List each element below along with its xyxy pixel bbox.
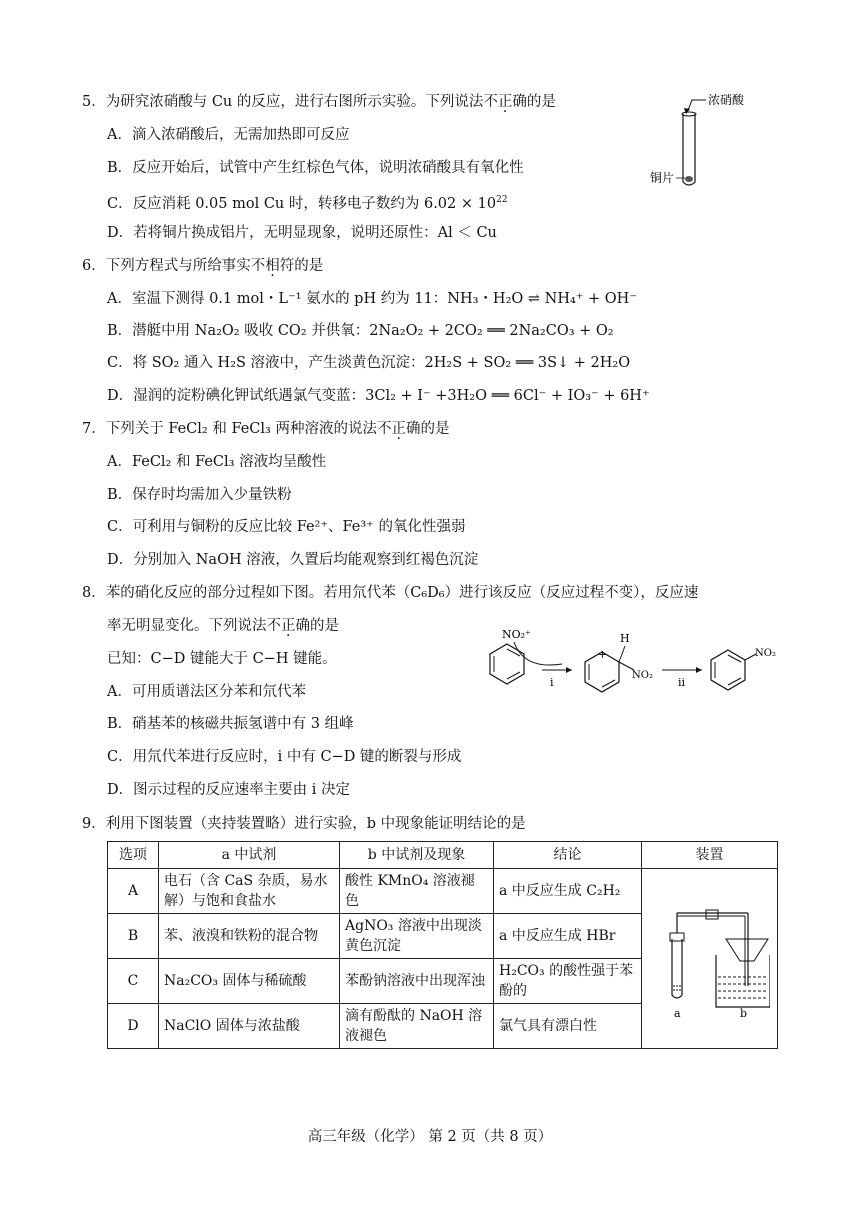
reagent-b-cell: 苯酚钠溶液中出现浑浊 — [340, 959, 494, 1004]
q5-acid-label: 浓硝酸 — [708, 93, 745, 107]
sigma-complex-structure — [585, 646, 634, 692]
q8-stem-line2: 率无明显变化。下列说法不正确的是 — [107, 618, 339, 634]
q5-option-a: A．滴入浓硝酸后，无需加热即可反应 — [107, 127, 350, 143]
q7-option-d: D．分别加入 NaOH 溶液，久置后均能观察到红褐色沉淀 — [107, 552, 479, 568]
q5-option-b: B．反应开始后，试管中产生红棕色气体，说明浓硝酸具有氧化性 — [107, 160, 524, 176]
reagent-a-cell: NaClO 固体与浓盐酸 — [159, 1004, 340, 1049]
q6-option-c: C．将 SO₂ 通入 H₂S 溶液中，产生淡黄色沉淀：2H₂S + SO₂ ══ 3S↓ + 2H₂O — [107, 355, 631, 371]
option-cell: C — [108, 959, 159, 1004]
intermediate-no2-label: NO₂ — [632, 670, 653, 681]
header-reagent-b: b 中试剂及现象 — [340, 842, 494, 869]
q5-option-c: C．反应消耗 0.05 mol Cu 时，转移电子数约为 $6.02 \times 10^{22}$ — [107, 195, 508, 212]
reagent-b-cell: 滴有酚酞的 NaOH 溶液褪色 — [340, 1004, 494, 1049]
header-apparatus: 装置 — [642, 842, 778, 869]
reagent-a-cell: 苯、液溴和铁粉的混合物 — [159, 914, 340, 959]
q8-option-a: A．可用质谱法区分苯和氘代苯 — [107, 684, 306, 700]
step-ii-label: ii — [678, 676, 686, 689]
table-header-row — [108, 842, 778, 869]
option-cell: B — [108, 914, 159, 959]
label-a: a — [673, 1006, 681, 1020]
product-no2-label: NO₂ — [755, 648, 776, 659]
q7-stem: 7．下列关于 FeCl₂ 和 FeCl₃ 两种溶液的说法不正确的是 — [82, 421, 450, 437]
q5-copper-label: 铜片 — [650, 171, 675, 185]
reagent-a-cell: 电石（含 CaS 杂质，易水解）与饱和食盐水 — [159, 869, 340, 914]
q7-option-a: A．FeCl₂ 和 FeCl₃ 溶液均呈酸性 — [107, 454, 327, 470]
nitrobenzene-structure — [711, 650, 756, 690]
table-row — [108, 869, 778, 914]
q6-option-a: A．室温下测得 0.1 mol・L⁻¹ 氨水的 pH 约为 11：NH₃・H₂O ⇌ NH₄⁺ + OH⁻ — [107, 291, 637, 307]
q8-nitration-scheme — [462, 622, 782, 702]
header-conclusion: 结论 — [494, 842, 642, 869]
apparatus-cell — [642, 869, 778, 1049]
q9-table — [107, 841, 778, 1049]
q7-option-c: C．可利用与铜粉的反应比较 Fe²⁺、Fe³⁺ 的氧化性强弱 — [107, 519, 466, 535]
option-cell: A — [108, 869, 159, 914]
q5-option-d: D．若将铜片换成铝片，无明显现象，说明还原性：Al ＜ Cu — [107, 225, 497, 241]
q8-option-b: B．硝基苯的核磁共振氢谱中有 3 组峰 — [107, 716, 354, 732]
option-cell: D — [108, 1004, 159, 1049]
q6-option-d: D．湿润的淀粉碘化钾试纸遇氯气变蓝：3Cl₂ + I⁻ +3H₂O ══ 6Cl⁻ + IO₃⁻ + 6H⁺ — [107, 388, 650, 404]
q7-option-b: B．保存时均需加入少量铁粉 — [107, 487, 292, 503]
q5-stem: 5．为研究浓硝酸与 Cu 的反应，进行右图所示实验。下列说法不正确的是 — [82, 94, 556, 110]
conclusion-cell: a 中反应生成 C₂H₂ — [494, 869, 642, 914]
q8-stem-line1: 8．苯的硝化反应的部分过程如下图。若用氘代苯（C₆D₆）进行该反应（反应过程不变），反应速 — [82, 585, 699, 601]
step-i-label: i — [550, 676, 554, 689]
conclusion-cell: H₂CO₃ 的酸性强于苯酚的 — [494, 959, 642, 1004]
q8-option-d: D．图示过程的反应速率主要由 i 决定 — [107, 782, 350, 798]
conclusion-cell: 氯气具有漂白性 — [494, 1004, 642, 1049]
reagent-a-cell: Na₂CO₃ 固体与稀硫酸 — [159, 959, 340, 1004]
header-reagent-a: a 中试剂 — [159, 842, 340, 869]
reagent-b-cell: 酸性 KMnO₄ 溶液褪色 — [340, 869, 494, 914]
q8-option-c: C．用氘代苯进行反应时，i 中有 C−D 键的断裂与形成 — [107, 749, 462, 765]
apparatus-figure — [650, 891, 770, 1021]
benzene-structure — [490, 644, 524, 684]
reagent-b-cell: AgNO₃ 溶液中出现淡黄色沉淀 — [340, 914, 494, 959]
q6-stem: 6．下列方程式与所给事实不相符的是 — [82, 258, 324, 274]
q5-test-tube-figure — [640, 86, 780, 196]
header-option: 选项 — [108, 842, 159, 869]
label-b: b — [739, 1006, 747, 1020]
q8-known: 已知：C−D 键能大于 C−H 键能。 — [107, 651, 337, 667]
reagent-label: NO₂⁺ — [502, 628, 531, 641]
conclusion-cell: a 中反应生成 HBr — [494, 914, 642, 959]
page-footer: 高三年级（化学） 第 2 页（共 8 页） — [307, 1129, 553, 1145]
hydrogen-label: H — [620, 632, 630, 645]
q9-stem: 9．利用下图装置（夹持装置略）进行实验，b 中现象能证明结论的是 — [82, 816, 526, 832]
positive-charge-label: + — [598, 648, 608, 661]
q6-option-b: B．潜艇中用 Na₂O₂ 吸收 CO₂ 并供氧：2Na₂O₂ + 2CO₂ ══ 2Na₂CO₃ + O₂ — [107, 323, 614, 339]
